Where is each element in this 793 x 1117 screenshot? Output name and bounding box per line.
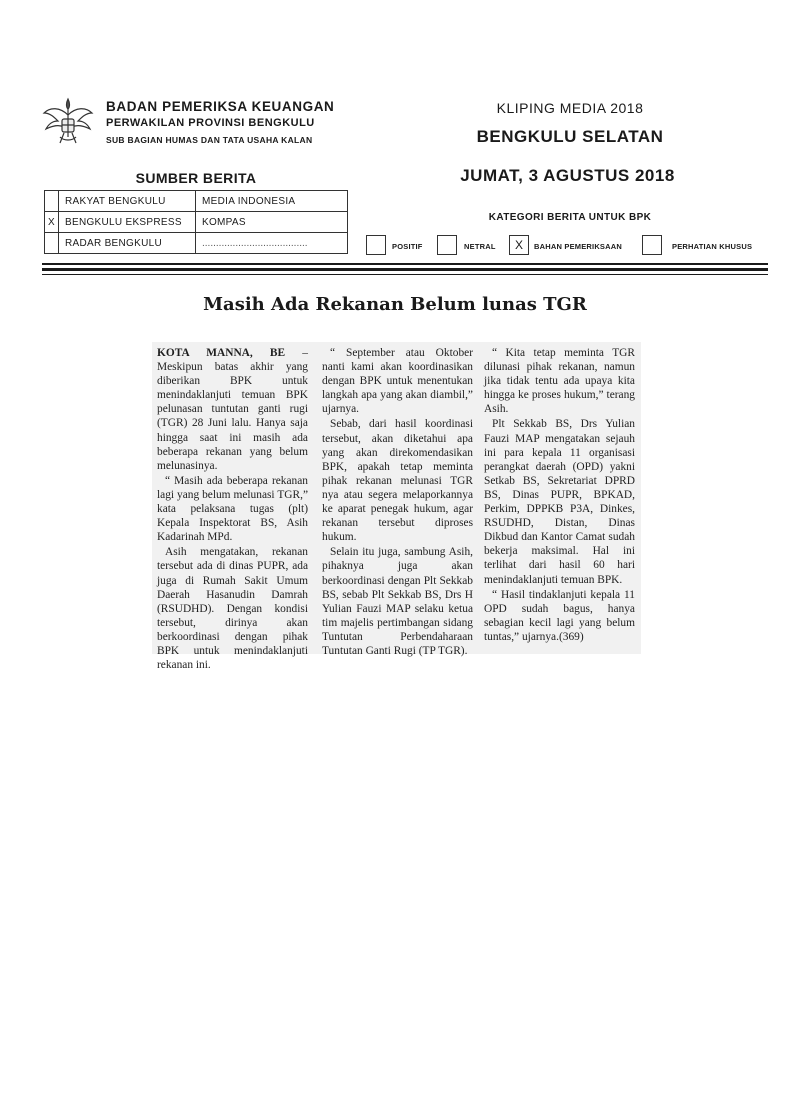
category-checkbox-perhatian-khusus[interactable] [642, 235, 662, 255]
source-name: MEDIA INDONESIA [196, 191, 348, 212]
source-mark [45, 233, 59, 254]
category-label-positif: POSITIF [392, 242, 423, 251]
article-column-1 [157, 346, 308, 673]
header-divider [42, 274, 768, 275]
org-branch: PERWAKILAN PROVINSI BENGKULU [106, 117, 315, 129]
source-table [44, 190, 348, 254]
source-row [45, 191, 348, 212]
category-label-netral: NETRAL [464, 242, 496, 251]
org-subdivision: SUB BAGIAN HUMAS DAN TATA USAHA KALAN [106, 135, 313, 145]
source-name: RADAR BENGKULU [59, 233, 196, 254]
article-paragraph: Sebab, dari hasil koordinasi tersebut, akan diketahui apa yang akan direkomendasikan BPK, apakah tetap meminta pihak rekanan melunasi TGR nya atau segera melaporkannya ke aparat penegak hukum, agar rekanan tersebut diproses hukum. [322, 418, 473, 544]
source-name: BENGKULU EKSPRESS [59, 212, 196, 233]
sumber-berita-title: SUMBER BERITA [135, 170, 257, 186]
source-blank: ...................................... [196, 233, 348, 254]
category-checkbox-bahan-pemeriksaan[interactable]: X [509, 235, 529, 255]
source-name: RAKYAT BENGKULU [59, 191, 196, 212]
article-paragraph: Asih mengatakan, rekanan tersebut ada di dinas PUPR, ada juga di Rumah Sakit Umum Daerah Hasanudin Damrah (RSUDHD). Dengan kondisi tersebut, dirinya akan berkoordinasi dengan pihak BPK untuk menindaklanjuti rekanan ini. [157, 546, 308, 672]
header-divider [42, 263, 768, 265]
kategori-title: KATEGORI BERITA UNTUK BPK [488, 212, 652, 223]
category-checkbox-positif[interactable] [366, 235, 386, 255]
article-paragraph: Plt Sekkab BS, Drs Yulian Fauzi MAP mengatakan sejauh ini para kepala 11 organisasi perangkat daerah (OPD) yakni Setkab BS, Sekretariat DPRD BS, Dinas PUPR, BPKAD, Perkim, DPPKB P3A, Dinkes, RSUDHD, Distan, Dinas Dikbud dan Kantor Camat sudah bekerja maksimal. Hal ini terlihat dari hasil 60 hari menindaklanjuti temuan BPK. [484, 418, 635, 586]
source-row [45, 233, 348, 254]
kliping-title: KLIPING MEDIA 2018 [496, 100, 644, 116]
article-paragraph: “ Hasil tindaklanjuti kepala 11 OPD sudah bagus, hanya sebagian kecil lagi yang belum tuntas,” ujarnya.(369) [484, 588, 635, 643]
source-mark [45, 191, 59, 212]
article-paragraph: “ Kita tetap meminta TGR dilunasi pihak rekanan, namun jika tidak tentu ada upaya kita hingga ke proses hukum,” terang Asih. [484, 347, 635, 416]
article-dateline: KOTA MANNA, BE [157, 347, 286, 359]
garuda-emblem-icon [40, 93, 96, 149]
org-name: BADAN PEMERIKSA KEUANGAN [106, 99, 335, 114]
article-text: – Meskipun batas akhir yang diberikan BPK untuk menindaklanjuti temuan BPK pelunasan tuntutan ganti rugi (TGR) 28 Juni lalu. Hanya saja hingga saat ini masih ada beberapa rekanan yang belum melunasinya. [157, 347, 308, 472]
header-divider [42, 268, 768, 271]
clipping-date: JUMAT, 3 AGUSTUS 2018 [460, 166, 675, 185]
region-title: BENGKULU SELATAN [476, 127, 664, 146]
article-column-2 [322, 346, 473, 659]
category-label-bahan-pemeriksaan: BAHAN PEMERIKSAAN [534, 242, 622, 251]
article-paragraph [157, 346, 308, 473]
article-paragraph: Selain itu juga, sambung Asih, pihaknya juga akan berkoordinasi dengan Plt Sekkab BS, sebab Plt Sekkab BS, Drs H Yulian Fauzi MAP selaku ketua tim majelis pertimbangan sidang Tuntutan Perbendaharaan Tuntutan Ganti Rugi (TP TGR). [322, 546, 473, 657]
article-column-3 [484, 346, 635, 645]
category-label-perhatian-khusus: PERHATIAN KHUSUS [672, 242, 753, 251]
category-checkbox-netral[interactable] [437, 235, 457, 255]
article-headline: Masih Ada Rekanan Belum lunas TGR [203, 294, 587, 315]
article-paragraph: “ Masih ada beberapa rekanan lagi yang belum melunasi TGR,” kata pelaksana tugas (plt) Kepala Inspektorat BS, Asih Kadarinah MPd. [157, 474, 308, 544]
source-mark: X [45, 212, 59, 233]
source-row [45, 212, 348, 233]
source-name: KOMPAS [196, 212, 348, 233]
article-paragraph: “ September atau Oktober nanti kami akan koordinasikan dengan BPK untuk menentukan langkah apa yang akan diambil,” ujarnya. [322, 347, 473, 416]
